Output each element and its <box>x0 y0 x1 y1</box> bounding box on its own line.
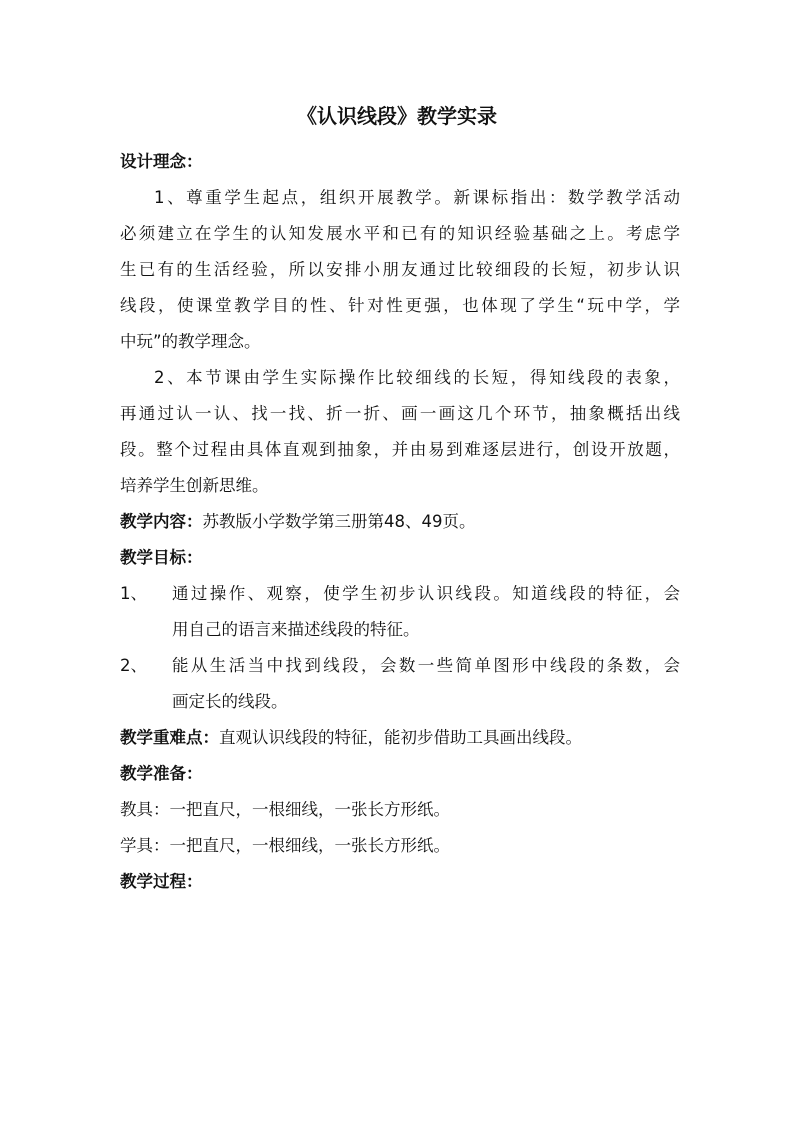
document-body <box>120 144 680 900</box>
teaching-content-text: 苏教版小学数学第三册第48、49页。 <box>202 512 476 531</box>
document-title: 《认识线段》教学实录 <box>297 104 497 128</box>
objective-item <box>120 576 680 612</box>
design-concept-p1-line: 线段，使课堂教学目的性、针对性更强，也体现了学生“玩中学，学 <box>120 296 680 315</box>
process-heading: 教学过程： <box>120 872 203 891</box>
design-concept-p2-line: 2、本节课由学生实际操作比较细线的长短，得知线段的表象， <box>154 368 680 387</box>
teacher-tools: 教具：一把直尺，一根细线，一张长方形纸。 <box>120 800 450 819</box>
objectives-heading: 教学目标： <box>120 548 203 567</box>
objective-text: 能从生活当中找到线段，会数一些简单图形中线段的条数，会 <box>172 656 680 675</box>
design-concept-p1-line: 生已有的生活经验，所以安排小朋友通过比较细段的长短，初步认识 <box>120 260 680 279</box>
objective-continuation: 画定长的线段。 <box>172 692 288 711</box>
objective-item <box>120 648 680 684</box>
teaching-content-label: 教学内容： <box>120 512 203 531</box>
teaching-content <box>120 504 680 540</box>
student-tools: 学具：一把直尺，一根细线，一张长方形纸。 <box>120 836 450 855</box>
design-concept-heading: 设计理念： <box>120 152 203 171</box>
key-points-text: 直观认识线段的特征，能初步借助工具画出线段。 <box>219 728 582 747</box>
preparation-heading: 教学准备： <box>120 764 203 783</box>
design-concept-p1-line: 必须建立在学生的认知发展水平和已有的知识经验基础之上。考虑学 <box>120 224 680 243</box>
design-concept-p1-line: 1、尊重学生起点，组织开展教学。新课标指出：数学教学活动 <box>154 188 680 207</box>
key-points <box>120 720 680 756</box>
design-concept-p2-line: 培养学生创新思维。 <box>120 476 269 495</box>
objective-text: 通过操作、观察，使学生初步认识线段。知道线段的特征，会 <box>172 584 680 603</box>
objective-number: 1、 <box>120 584 147 603</box>
design-concept-p2-line: 段。整个过程由具体直观到抽象，并由易到难逐层进行，创设开放题， <box>120 440 680 459</box>
key-points-label: 教学重难点： <box>120 728 219 747</box>
objective-number: 2、 <box>120 656 147 675</box>
objective-continuation: 用自己的语言来描述线段的特征。 <box>172 620 420 639</box>
design-concept-p2-line: 再通过认一认、找一找、折一折、画一画这几个环节，抽象概括出线 <box>120 404 680 423</box>
design-concept-p1-line: 中玩”的教学理念。 <box>120 332 261 351</box>
